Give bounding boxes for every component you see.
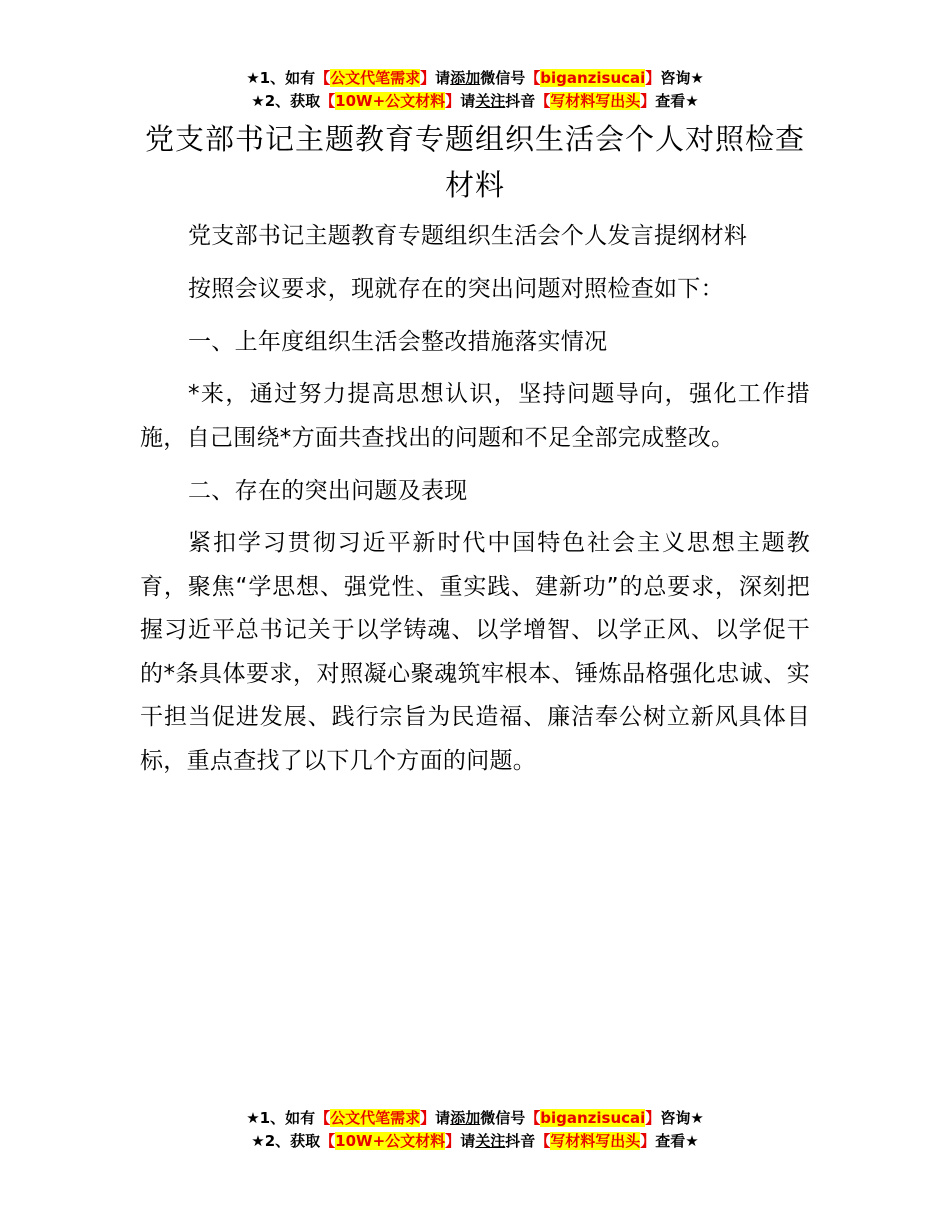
bracket: 】 [420,69,436,87]
promo-underlined-text: 添加 [450,1109,481,1127]
promo-text: 请 [460,1132,476,1150]
section-heading-1: 一、上年度组织生活会整改措施落实情况 [188,329,608,355]
bracket: 【 [535,92,551,110]
highlight-materials: 10W+公文材料 [335,92,446,110]
promo-text: 请 [435,69,451,87]
bracket: 【 [535,1132,551,1150]
highlight-douyin-account: 写材料写出头 [550,1132,641,1150]
bracket: 】 [445,92,461,110]
bracket: 【 [525,69,541,87]
promo-underlined-text: 添加 [450,69,481,87]
highlight-wechat-id: biganzisucai [540,69,646,87]
highlight-douyin-account: 写材料写出头 [550,92,641,110]
promo-footer [0,1107,950,1153]
highlight-ghostwriting: 公文代笔需求 [330,69,421,87]
bracket: 】 [645,69,661,87]
bracket: 【 [525,1109,541,1127]
promo-text: 咨询★ [660,69,704,87]
promo-text: 请 [460,92,476,110]
promo-text: ★1、如有 [246,69,316,87]
promo-text: ★2、获取 [251,1132,321,1150]
promo-text: 查看★ [655,92,699,110]
promo-text: 抖音 [505,1132,536,1150]
promo-underlined-text: 关注 [475,1132,506,1150]
bracket: 】 [420,1109,436,1127]
bracket: 【 [315,1109,331,1127]
bracket: 】 [640,92,656,110]
promo-text: 微信号 [480,69,526,87]
promo-line-2 [0,90,950,113]
highlight-ghostwriting: 公文代笔需求 [330,1109,421,1127]
promo-text: 请 [435,1109,451,1127]
promo-text: 查看★ [655,1132,699,1150]
bracket: 【 [320,92,336,110]
bracket: 【 [315,69,331,87]
document-body [140,214,810,792]
promo-header [0,67,950,113]
highlight-wechat-id: biganzisucai [540,1109,646,1127]
promo-text: 微信号 [480,1109,526,1127]
body-paragraph: 紧扣学习贯彻习近平新时代中国特色社会主义思想主题教育，聚焦“学思想、强党性、重实践、建新功”的总要求，深刻把握习近平总书记关于以学铸魂、以学增智、以学正风、以学促干的*条具体要求，对照凝心聚魂筑牢根本、锤炼品格强化忠诚、实干担当促进发展、践行宗旨为民造福、廉洁奉公树立新风具体目标，重点查找了以下几个方面的问题。 [140,530,810,774]
promo-text: ★1、如有 [246,1109,316,1127]
body-paragraph: *来，通过努力提高思想认识，坚持问题导向，强化工作措施，自己围绕*方面共查找出的问题和不足全部完成整改。 [140,381,810,451]
section-heading-2: 二、存在的突出问题及表现 [188,478,468,504]
intro-paragraph: 按照会议要求，现就存在的突出问题对照检查如下： [188,276,724,302]
bracket: 【 [320,1132,336,1150]
promo-underlined-text: 关注 [475,92,506,110]
bracket: 】 [645,1109,661,1127]
document-title: 党支部书记主题教育专题组织生活会个人对照检查材料 [144,122,805,202]
highlight-materials: 10W+公文材料 [335,1132,446,1150]
bracket: 】 [445,1132,461,1150]
promo-text: 咨询★ [660,1109,704,1127]
promo-line-2 [0,1130,950,1153]
promo-line-1 [0,1107,950,1130]
promo-line-1 [0,67,950,90]
promo-text: 抖音 [505,92,536,110]
promo-text: ★2、获取 [251,92,321,110]
subtitle-paragraph: 党支部书记主题教育专题组织生活会个人发言提纲材料 [188,223,748,249]
bracket: 】 [640,1132,656,1150]
